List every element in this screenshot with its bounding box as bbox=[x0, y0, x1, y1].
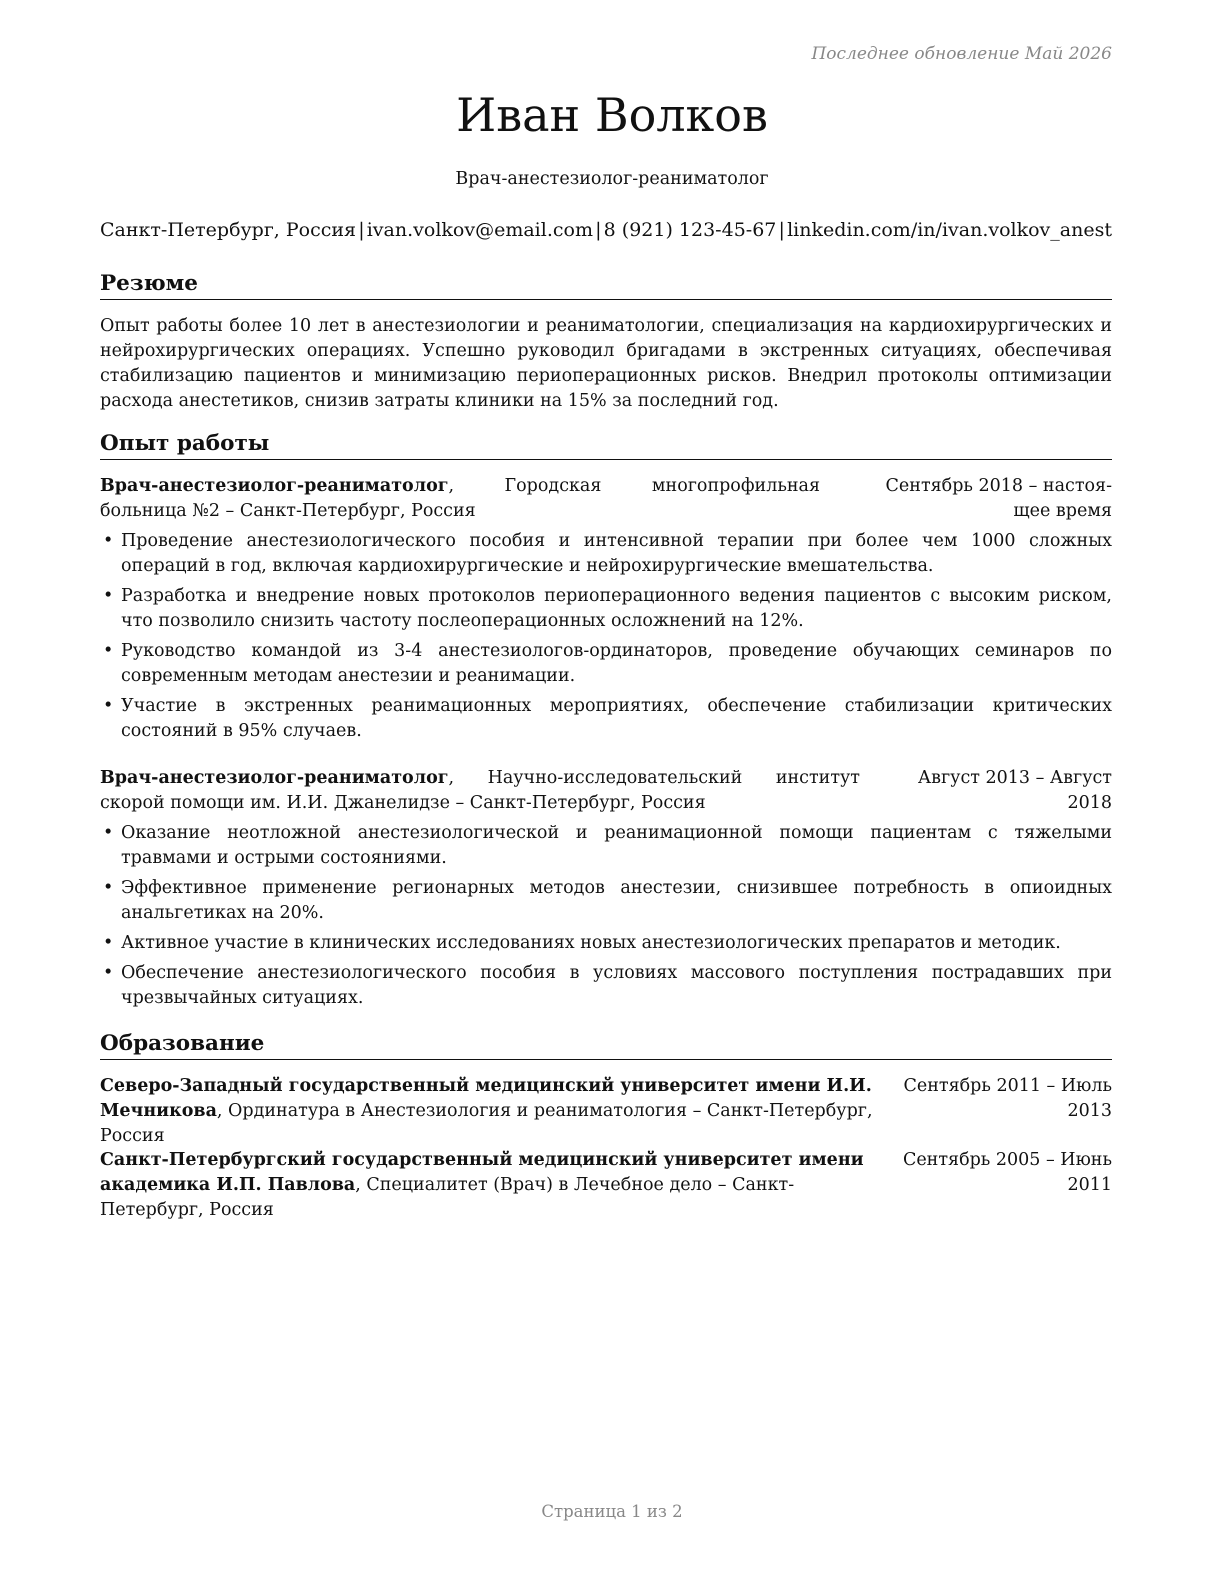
contact-location: Санкт-Петербург, Россия bbox=[100, 219, 357, 241]
education-title-line bbox=[100, 1074, 880, 1149]
page-number: Страница 1 из 2 bbox=[541, 1502, 683, 1521]
list-item: • Руководство командой из 3-4 анестезиологов-ординаторов, проведение обучающих семинаров по современным методам анестезии и реанимации. bbox=[100, 639, 1112, 689]
summary-heading: Резюме bbox=[100, 270, 1112, 300]
education-dates-line: 2013 bbox=[1067, 1101, 1112, 1121]
list-item: • Участие в экстренных реанимационных мероприятиях, обеспечение стабилизации критических состояний в 95% случаев. bbox=[100, 694, 1112, 744]
education-dates-line: Сентябрь 2005 – Июнь bbox=[902, 1150, 1112, 1170]
education-title-line bbox=[100, 1148, 880, 1223]
candidate-title: Врач-анестезиолог-реаниматолог bbox=[455, 169, 769, 189]
job-dates-line: Сентябрь 2018 – настоя- bbox=[885, 476, 1112, 496]
education-entry bbox=[100, 1148, 1112, 1223]
education-details: , Ординатура в Анестезиология и реаниматология – Санкт-Петербург, Россия bbox=[100, 1101, 873, 1146]
contact-linkedin[interactable]: linkedin.com/in/ivan.volkov_anest bbox=[787, 219, 1112, 241]
last-updated: Последнее обновление Май 2026 bbox=[811, 44, 1112, 64]
education-dates-line: 2011 bbox=[1067, 1175, 1112, 1195]
education-school: Санкт-Петербургский государственный медицинский университет имени академика И.П. Павлова bbox=[100, 1150, 864, 1195]
education-school: Северо-Западный государственный медицинский университет имени И.И. Мечникова bbox=[100, 1076, 872, 1121]
job-dates-line: Август 2013 – Август 2018 bbox=[917, 768, 1112, 813]
job-organization: , Городская многопрофильная больница №2 – Санкт-Петербург, Россия bbox=[100, 476, 820, 521]
list-item: • Разработка и внедрение новых протоколов периоперационного ведения пациентов с высоким риском, что позволило снизить частоту послеоперационных осложнений на 12%. bbox=[100, 584, 1112, 634]
job-role: Врач-анестезиолог-реаниматолог bbox=[100, 476, 449, 496]
list-item: • Эффективное применение регионарных методов анестезии, снизившее потребность в опиоидных анальгетиках на 20%. bbox=[100, 876, 1112, 926]
contact-separator: | bbox=[778, 219, 785, 241]
job-dates-line: щее время bbox=[1013, 501, 1112, 521]
job-header bbox=[100, 474, 1112, 524]
candidate-name: Иван Волков bbox=[456, 88, 768, 142]
education-heading: Образование bbox=[100, 1030, 1112, 1060]
contact-phone[interactable]: 8 (921) 123-45-67 bbox=[603, 219, 777, 241]
list-item: • Оказание неотложной анестезиологической и реанимационной помощи пациентам с тяжелыми травмами и острыми состояниями. bbox=[100, 821, 1112, 871]
list-item: • Обеспечение анестезиологического пособия в условиях массового поступления пострадавших при чрезвычайных ситуациях. bbox=[100, 961, 1112, 1011]
education-entry bbox=[100, 1074, 1112, 1149]
job-role: Врач-анестезиолог-реаниматолог bbox=[100, 768, 449, 788]
job-organization: , Научно-исследовательский институт скорой помощи им. И.И. Джанелидзе – Санкт-Петербург, Россия bbox=[100, 768, 860, 813]
list-item: • Активное участие в клинических исследованиях новых анестезиологических препаратов и методик. bbox=[100, 931, 1112, 956]
education-details: , Специалитет (Врач) в Лечебное дело – Санкт-Петербург, Россия bbox=[100, 1175, 795, 1220]
contact-separator: | bbox=[358, 219, 365, 241]
job-header bbox=[100, 766, 1112, 816]
job-bullets bbox=[100, 821, 1112, 1016]
education-dates bbox=[880, 1074, 1112, 1149]
job-dates bbox=[832, 474, 1112, 524]
contact-separator: | bbox=[595, 219, 602, 241]
job-title-line bbox=[100, 766, 860, 816]
contact-line bbox=[100, 219, 1112, 241]
list-item: • Проведение анестезиологического пособия и интенсивной терапии при более чем 1000 сложных операций в год, включая кардиохирургические и нейрохирургические вмешательства. bbox=[100, 529, 1112, 579]
contact-email[interactable]: ivan.volkov@email.com bbox=[366, 219, 593, 241]
education-dates bbox=[880, 1148, 1112, 1223]
experience-heading: Опыт работы bbox=[100, 430, 1112, 460]
job-title-line bbox=[100, 474, 820, 524]
job-bullets bbox=[100, 529, 1112, 749]
summary-text: Опыт работы более 10 лет в анестезиологии и реаниматологии, специализация на кардиохирургических и нейрохирургических операциях. Успешно руководил бригадами в экстренных ситуациях, обеспечивая стабилизацию пациентов и минимизацию периоперационных рисков. Внедрил протоколы оптимизации расхода анестетиков, снизив затраты клиники на 15% за последний год. bbox=[100, 316, 1112, 411]
education-dates-line: Сентябрь 2011 – Июль bbox=[903, 1076, 1112, 1096]
job-dates bbox=[872, 766, 1112, 816]
